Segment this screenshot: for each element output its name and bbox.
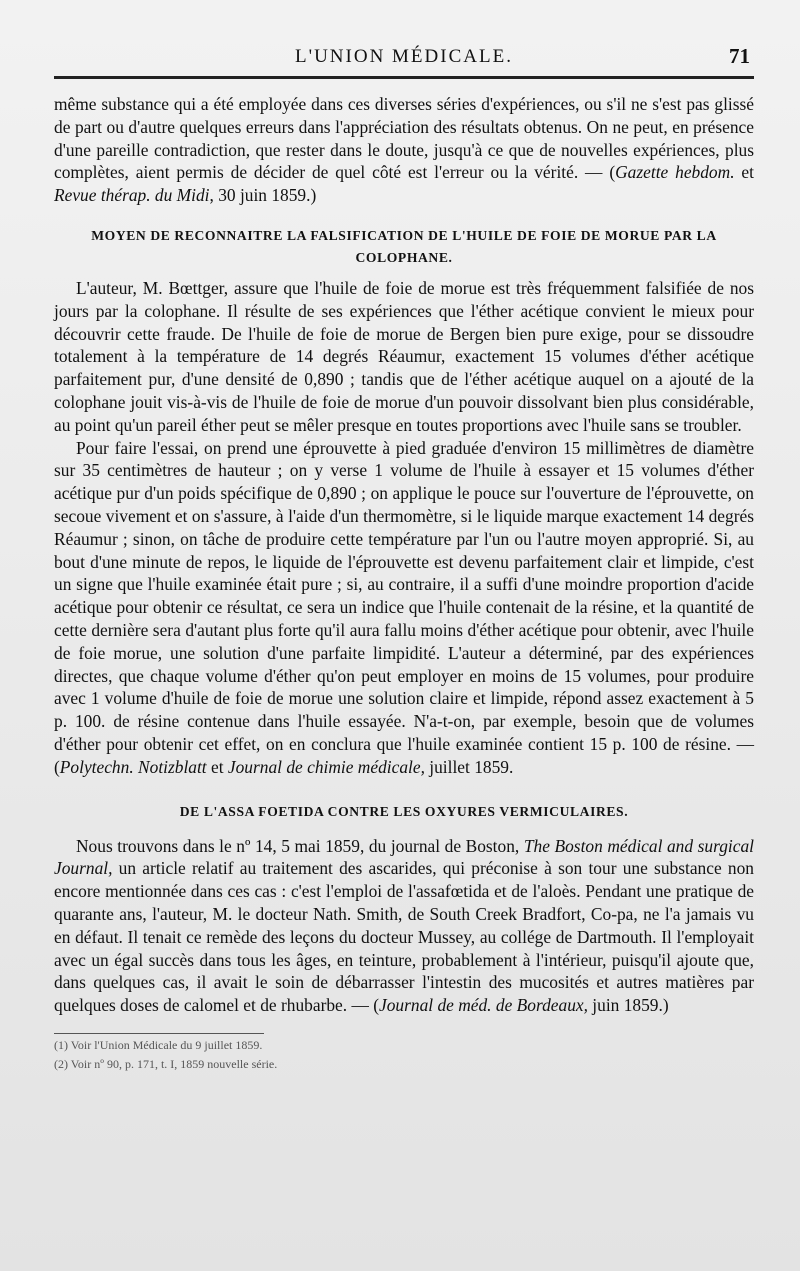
assa-text-body: un article relatif au traitement des ascarides, qui préconise à son tour une substance non encore mentionnée dans ces cas : c'est l'emploi de l'assafœtida et de l'aloès. Pendant une pratique de quarante ans, l'auteur, M. le docteur Nath. Smith, de South Creek Bradfort, Co-pa, ne l'a jamais vu en défaut. Il tenait ce remède des leçons du docteur Mussey, au collége de Dartmouth. Il l'employait avec un égal succès dans tous les âges, en teinture, probablement à l'intérieur, puisqu'il ajoute que, dans quelques cas, il avait le soin de débarrasser l'intestin des mucosités et autres matières par quelques doses de calomel et de rhubarbe. — ( [54, 858, 754, 1016]
citation-joiner: et [734, 162, 754, 183]
assa-text-tail: juin 1859.) [587, 995, 669, 1016]
continuation-text: même substance qui a été employée dans ces diverses séries d'expériences, ou s'il ne s'est pas glissé de part ou d'autre quelques erreurs dans l'appréciation des résultats obtenus. On ne peut, en présence d'une pareille contradiction, que rester dans le doute, jusqu'à ce que de nouvelles expériences, plus complètes, aient permis de décider de quel côté est l'erreur ou la vérité. — ( [54, 94, 754, 183]
essai-text: Pour faire l'essai, on prend une éprouvette à pied graduée d'environ 15 millimètres de diamètre sur 35 centimètres de hauteur ; on y verse 1 volume de l'huile à essayer et 15 volumes d'éther acétique pur d'un poids spécifique de 0,890 ; on applique le pouce sur l'ouverture de l'éprouvette, on secoue vivement et on s'assure, à l'aide d'un thermomètre, si le liquide marque exactement 14 degrés Réaumur ; sinon, on tâche de produire cette température par l'un ou l'autre moyen approprié. Si, au bout d'une minute de repos, le liquide de l'éprouvette est devenu parfaitement clair et limpide, c'est un signe que l'huile examinée était pure ; si, au contraire, il a suffi d'une moindre proportion d'acide acétique pour obtenir ce résultat, ce sera un indice que l'huile contenait de la résine, et la quantité de cette dernière sera d'autant plus forte qu'il aura fallu moins d'éther acétique pour obtenir, avec l'huile de foie morue, une solution d'une parfaite limpidité. L'auteur a déterminé, par des expériences directes, que chaque volume d'éther qu'on peut employer en moins de 15 volumes, pour produire avec 1 volume d'huile de foie de morue une solution claire et limpide, répond assez exactement à 5 p. 100. de résine contenue dans l'huile essayée. N'a-t-on, par exemple, besoin que de volumes d'éther pour obtenir cet effet, on en conclura que l'huile examinée contient 15 p. 100 de résine. — ( [54, 437, 754, 777]
heading-line-1: MOYEN DE RECONNAITRE LA FALSIFICATION DE L'HUILE DE FOIE DE MORUE PAR LA [91, 227, 717, 243]
section-heading-colophane [54, 225, 754, 269]
footnote-2: (2) Voir nº 90, p. 171, t. I, 1859 nouvelle série. [54, 1056, 278, 1071]
page-header [54, 0, 754, 79]
citation-boston-journal: The Boston médical and surgical Journal, [54, 835, 754, 879]
heading-line-2: COLOPHANE. [355, 249, 453, 265]
paragraph-essai [54, 437, 754, 779]
paragraph-bottger: L'auteur, M. Bœttger, assure que l'huile de foie de morue est très fréquemment falsifiée de nos jours par la colophane. Il résulte de ses expériences que l'éther acétique convient le mieux pour découvrir cette fraude. De l'huile de foie de morue de Bergen bien pure exige, pour se dissoudre totalement à la température de 14 degrés Réaumur, exactement 15 volumes d'éther acétique parfaitement pur, d'une densité de 0,890 ; tandis que de l'éther acétique auquel on a ajouté de la colophane jouit vis-à-vis de l'huile de foie de morue d'un pouvoir dissolvant bien plus considérable, au point qu'un pareil éther peut se mêler presque en toutes proportions avec l'huile sans se troubler. [54, 277, 754, 435]
footnote-rule [54, 1033, 264, 1034]
assa-text-start: Nous trouvons dans le nº 14, 5 mai 1859, du journal de Boston, [76, 835, 524, 856]
running-title: L'UNION MÉDICALE. [295, 46, 513, 67]
continuation-paragraph [54, 93, 754, 207]
footnote-1: (1) Voir l'Union Médicale du 9 juillet 1859. [54, 1037, 263, 1052]
section-heading-assa-foetida: DE L'ASSA FOETIDA CONTRE LES OXYURES VERMICULAIRES. [179, 803, 629, 819]
page-number: 71 [729, 44, 750, 68]
citation-revue: Revue thérap. du Midi [54, 185, 210, 206]
citation-journal-bordeaux: Journal de méd. de Bordeaux, [379, 995, 588, 1016]
citation-polytechn: Polytechn. Notizblatt [59, 756, 207, 777]
essai-tail: juillet 1859. [424, 756, 514, 777]
citation-joiner-2: et [206, 756, 228, 777]
citation-journal-chimie: Journal de chimie médicale, [227, 756, 425, 777]
continuation-tail: , 30 juin 1859.) [209, 185, 317, 206]
paragraph-assa-foetida [54, 835, 754, 1017]
citation-gazette: Gazette hebdom. [615, 162, 735, 183]
